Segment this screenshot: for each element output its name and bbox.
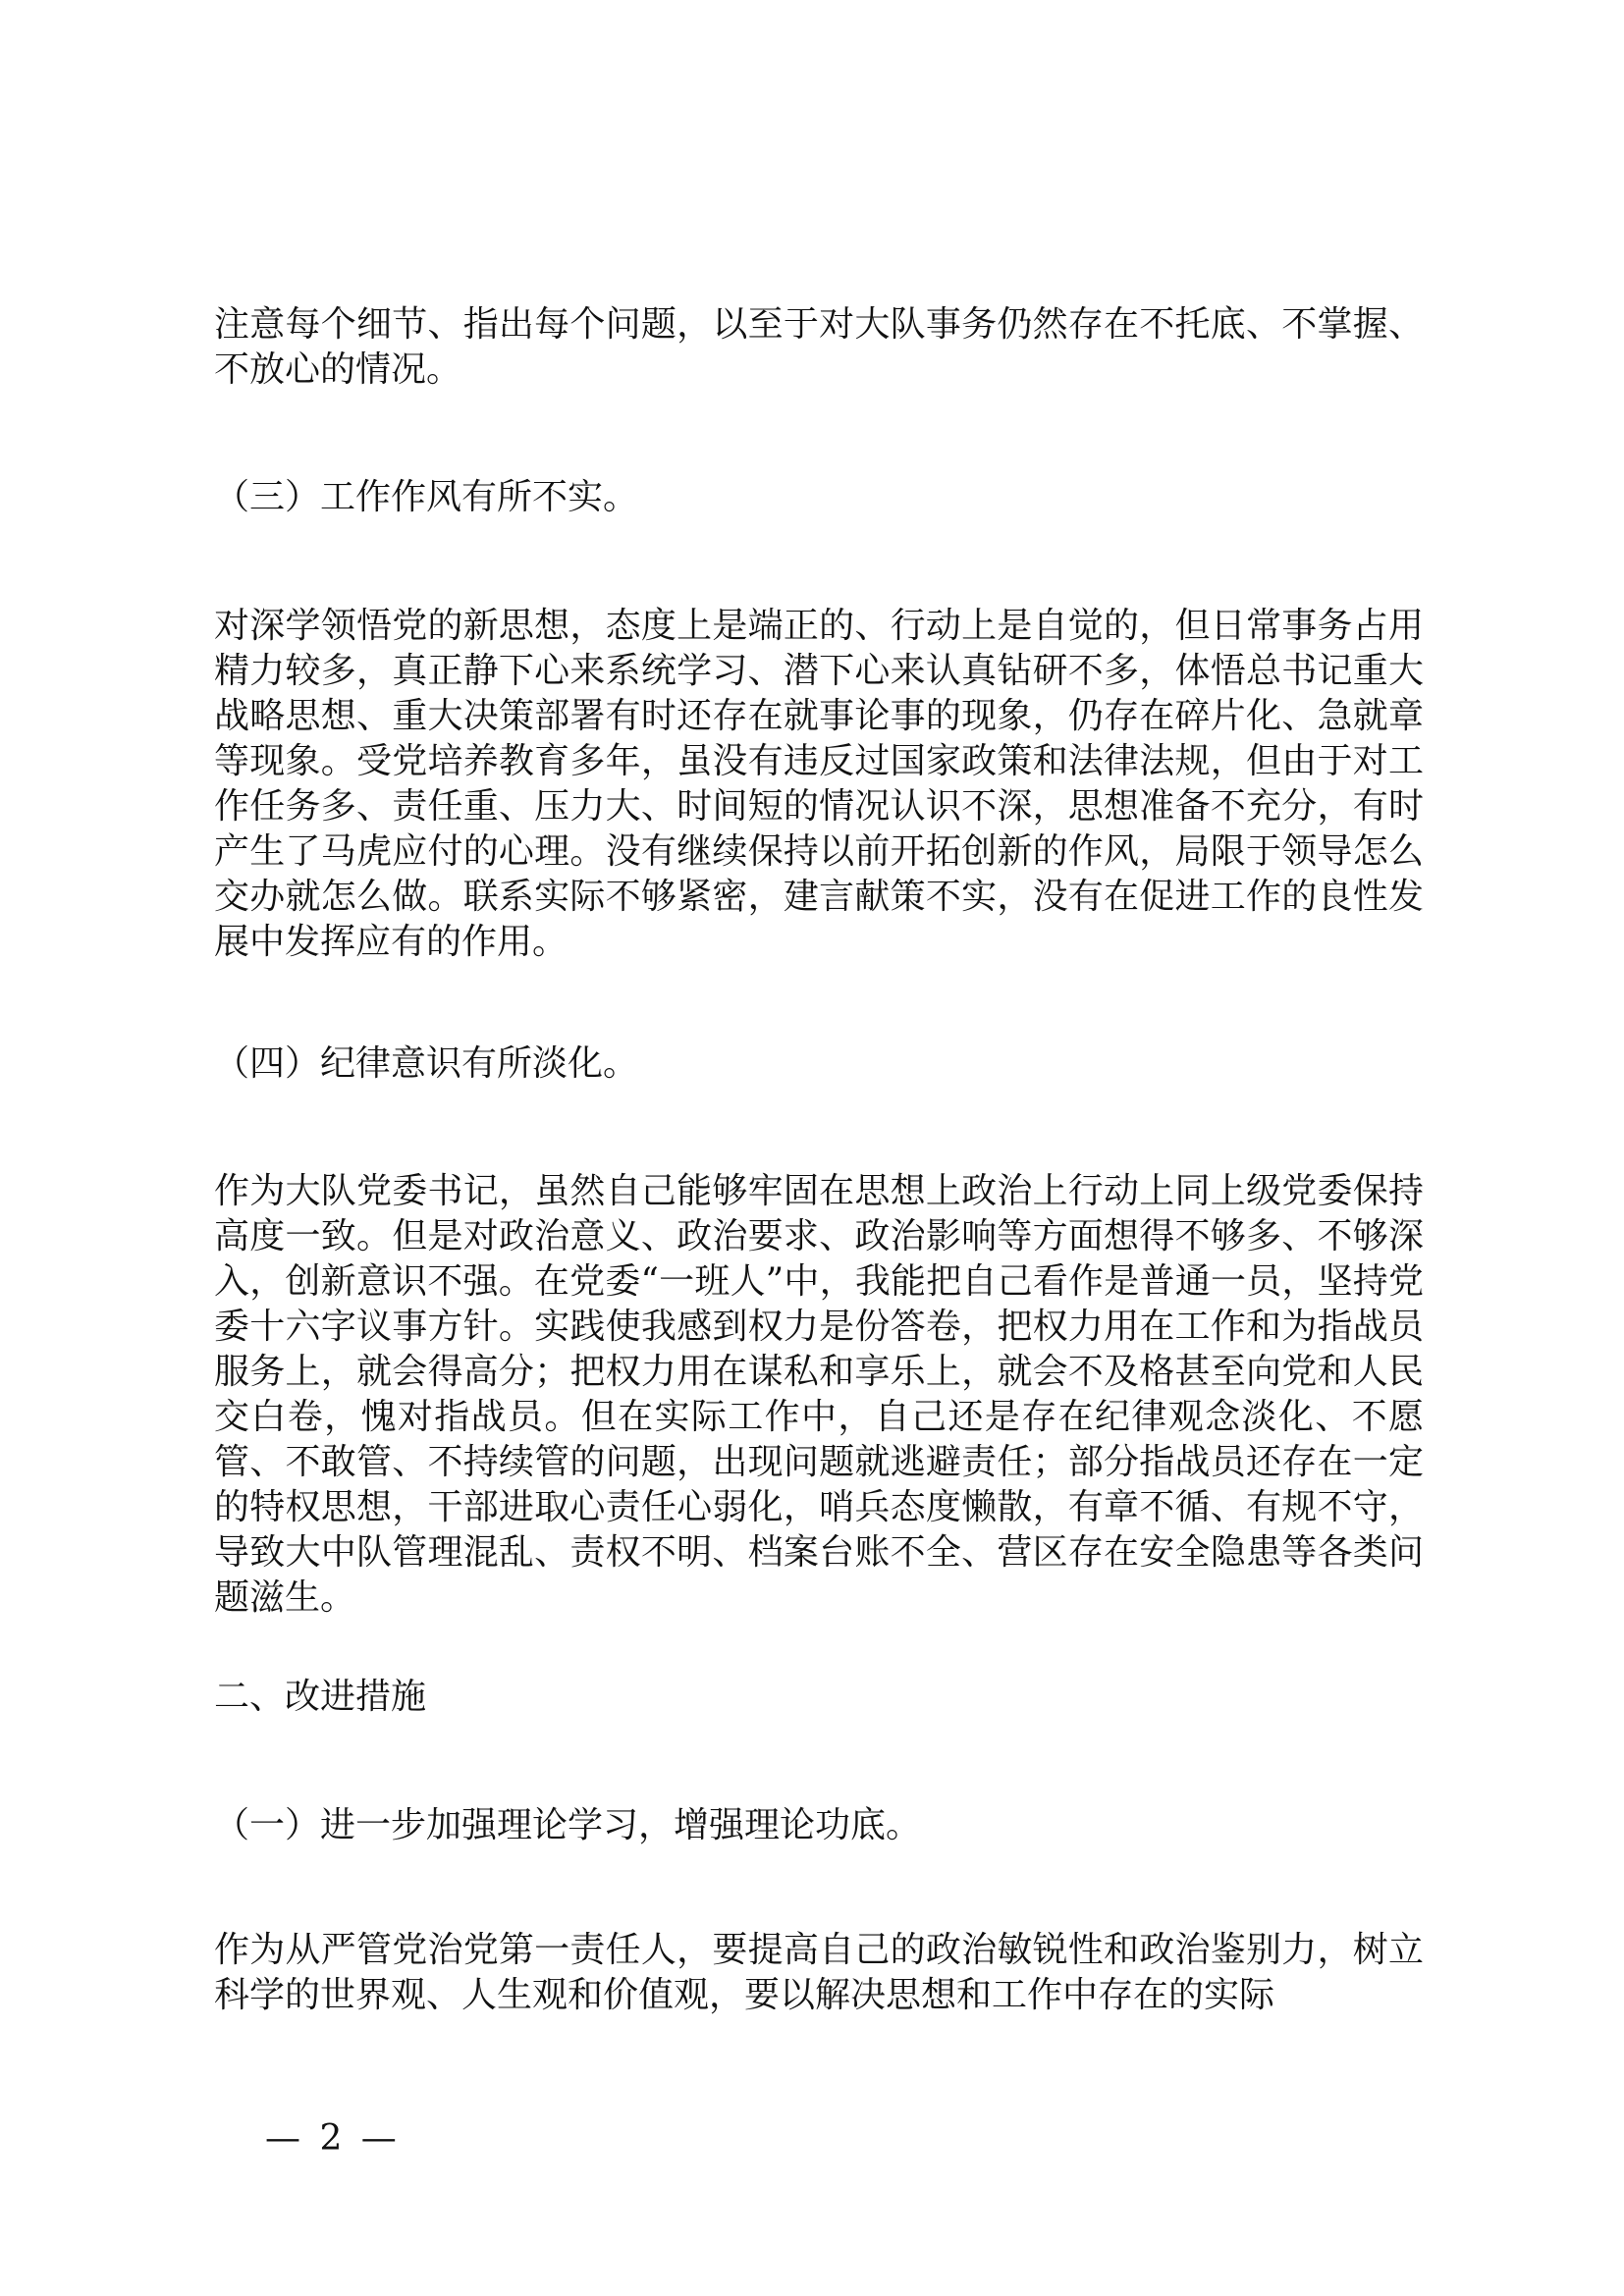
paragraph-discipline: 作为大队党委书记，虽然自己能够牢固在思想上政治上行动上同上级党委保持高度一致。但是对政治意义、政治要求、政治影响等方面想得不够多、不够深入，创新意识不强。在党委“一班人”中，我能把自己看作是普通一员，坚持党委十六字议事方针。实践使我感到权力是份答卷，把权力用在工作和为指战员服务上，就会得高分；把权力用在谋私和享乐上，就会不及格甚至向党和人民交白卷，愧对指战员。但在实际工作中，自己还是存在纪律观念淡化、不愿管、不敢管、不持续管的问题，出现问题就逃避责任；部分指战员还存在一定的特权思想，干部进取心责任心弱化，哨兵态度懒散，有章不循、有规不守，导致大中队管理混乱、责权不明、档案台账不全、营区存在安全隐患等各类问题滋生。 <box>214 1171 1424 1618</box>
section-heading-3: （三）工作作风有所不实。 <box>214 477 639 517</box>
paragraph-work-style: 对深学领悟党的新思想，态度上是端正的、行动上是自觉的，但日常事务占用精力较多，真正静下心来系统学习、潜下心来认真钻研不多，体悟总书记重大战略思想、重大决策部署有时还存在就事论事的现象，仍存在碎片化、急就章等现象。受党培养教育多年，虽没有违反过国家政策和法律法规，但由于对工作任务多、责任重、压力大、时间短的情况认识不深，思想准备不充分，有时产生了马虎应付的心理。没有继续保持以前开拓创新的作风，局限于领导怎么交办就怎么做。联系实际不够紧密，建言献策不实，没有在促进工作的良性发展中发挥应有的作用。 <box>214 606 1424 962</box>
paragraph-theory-study: 作为从严管党治党第一责任人，要提高自己的政治敏锐性和政治鉴别力，树立科学的世界观、人生观和价值观，要以解决思想和工作中存在的实际 <box>214 1930 1424 2015</box>
chapter-heading-improvements: 二、改进措施 <box>214 1677 427 1717</box>
section-heading-1: （一）进一步加强理论学习，增强理论功底。 <box>214 1805 922 1845</box>
page-number: — 2 — <box>265 2118 401 2159</box>
paragraph-continuation: 注意每个细节、指出每个问题，以至于对大队事务仍然存在不托底、不掌握、不放心的情况。 <box>214 304 1424 390</box>
section-heading-4: （四）纪律意识有所淡化。 <box>214 1043 639 1084</box>
